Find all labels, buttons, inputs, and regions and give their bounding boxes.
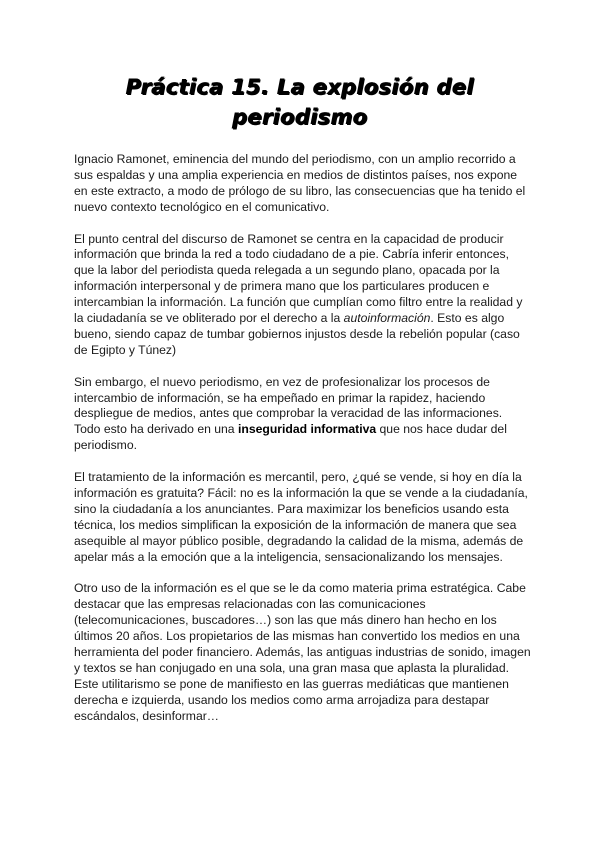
- text-line: últimos 20 años. Los propietarios de las mismas han convertido los medios en una: [74, 629, 520, 644]
- document-body: [74, 152, 531, 740]
- text-line: Otro uso de la información es el que se le da como materia prima estratégica. Cabe: [74, 581, 526, 596]
- text-line: destacar que las empresas relacionadas con las comunicaciones: [74, 597, 426, 612]
- text-line: información interpersonal y de primera mano que los particulares producen e: [74, 279, 490, 294]
- text-run: . Esto es algo: [430, 311, 505, 326]
- paragraph-2: [74, 232, 526, 359]
- text-line: apelar más a la emoción que a la inteligencia, sensacionalizando los mensajes.: [74, 549, 503, 564]
- text-line: que la labor del periodista queda relegada a un segundo plano, opacada por la: [74, 263, 500, 278]
- emphasis-autoinformacion: autoinformación: [343, 311, 431, 326]
- text-line: [74, 422, 526, 438]
- text-line: El tratamiento de la información es mercantil, pero, ¿qué se vende, si hoy en día la: [74, 470, 522, 485]
- text-line: intercambian la información. La función que cumplían como filtro entre la realidad y: [74, 295, 523, 310]
- paragraph-1: [74, 152, 526, 216]
- text-line: información que brinda la red a todo ciudadano de a pie. Cabría inferir entonces,: [74, 247, 509, 262]
- text-line: de Egipto y Túnez): [74, 342, 177, 357]
- paragraph-3: [74, 375, 526, 455]
- text-run: que nos hace dudar del: [376, 422, 507, 437]
- text-line: intercambio de información, se ha empeñado en primar la rapidez, haciendo: [74, 390, 486, 405]
- bold-inseguridad-informativa: inseguridad informativa: [237, 422, 377, 437]
- text-line: escándalos, desinformar…: [74, 708, 219, 723]
- text-run: la ciudadanía se ve obliterado por el derecho a la: [74, 311, 344, 326]
- text-line: nuevo contexto tecnológico en el comunicativo.: [74, 199, 330, 214]
- text-line: información es gratuita? Fácil: no es la información la que se vende a la ciudadanía,: [74, 485, 528, 500]
- paragraph-5: [74, 581, 531, 724]
- text-line: bueno, siendo capaz de tumbar gobiernos injustos desde la rebelión popular (caso: [74, 326, 520, 341]
- text-line: técnica, los medios simplifican la exposición de la información de manera que sea: [74, 517, 517, 532]
- text-run: Todo esto ha derivado en una: [74, 422, 238, 437]
- text-line: sino la ciudadanía a los anunciantes. Para maximizar los beneficios usando esta: [74, 501, 509, 516]
- text-line: [74, 311, 526, 327]
- text-line: (telecomunicaciones, buscadores…) son las que más dinero han hecho en los: [74, 613, 497, 628]
- paragraph-4: [74, 470, 526, 565]
- text-line: Este utilitarismo se pone de manifiesto en las guerras mediáticas que mantienen: [74, 676, 509, 691]
- text-line: Sin embargo, el nuevo periodismo, en vez de profesionalizar los procesos de: [74, 374, 490, 389]
- text-line: periodismo.: [74, 438, 137, 453]
- page-title: [74, 72, 526, 132]
- text-line: en este extracto, a modo de prólogo de su libro, las consecuencias que ha tenido el: [74, 183, 526, 198]
- text-line: derecha e izquierda, usando los medios como arma arrojadiza para destapar: [74, 692, 490, 707]
- text-line: herramienta del poder financiero. Además, las antiguas industrias de sonido, imagen: [74, 645, 531, 660]
- text-line: despliegue de medios, antes que comprobar la veracidad de las informaciones.: [74, 406, 503, 421]
- text-line: y textos se han conjugado en una sola, una gran masa que aplasta la pluralidad.: [74, 660, 509, 675]
- text-line: asequible al mayor público posible, degradando la calidad de la misma, además de: [74, 533, 524, 548]
- title-line-1: Práctica 15. La explosión del: [125, 75, 475, 99]
- text-line: sus espaldas y una amplia experiencia en medios de distintos países, nos expone: [74, 167, 518, 182]
- text-line: Ignacio Ramonet, eminencia del mundo del periodismo, con un amplio recorrido a: [74, 152, 516, 166]
- title-line-2: periodismo: [232, 105, 368, 129]
- text-line: El punto central del discurso de Ramonet se centra en la capacidad de producir: [74, 231, 504, 246]
